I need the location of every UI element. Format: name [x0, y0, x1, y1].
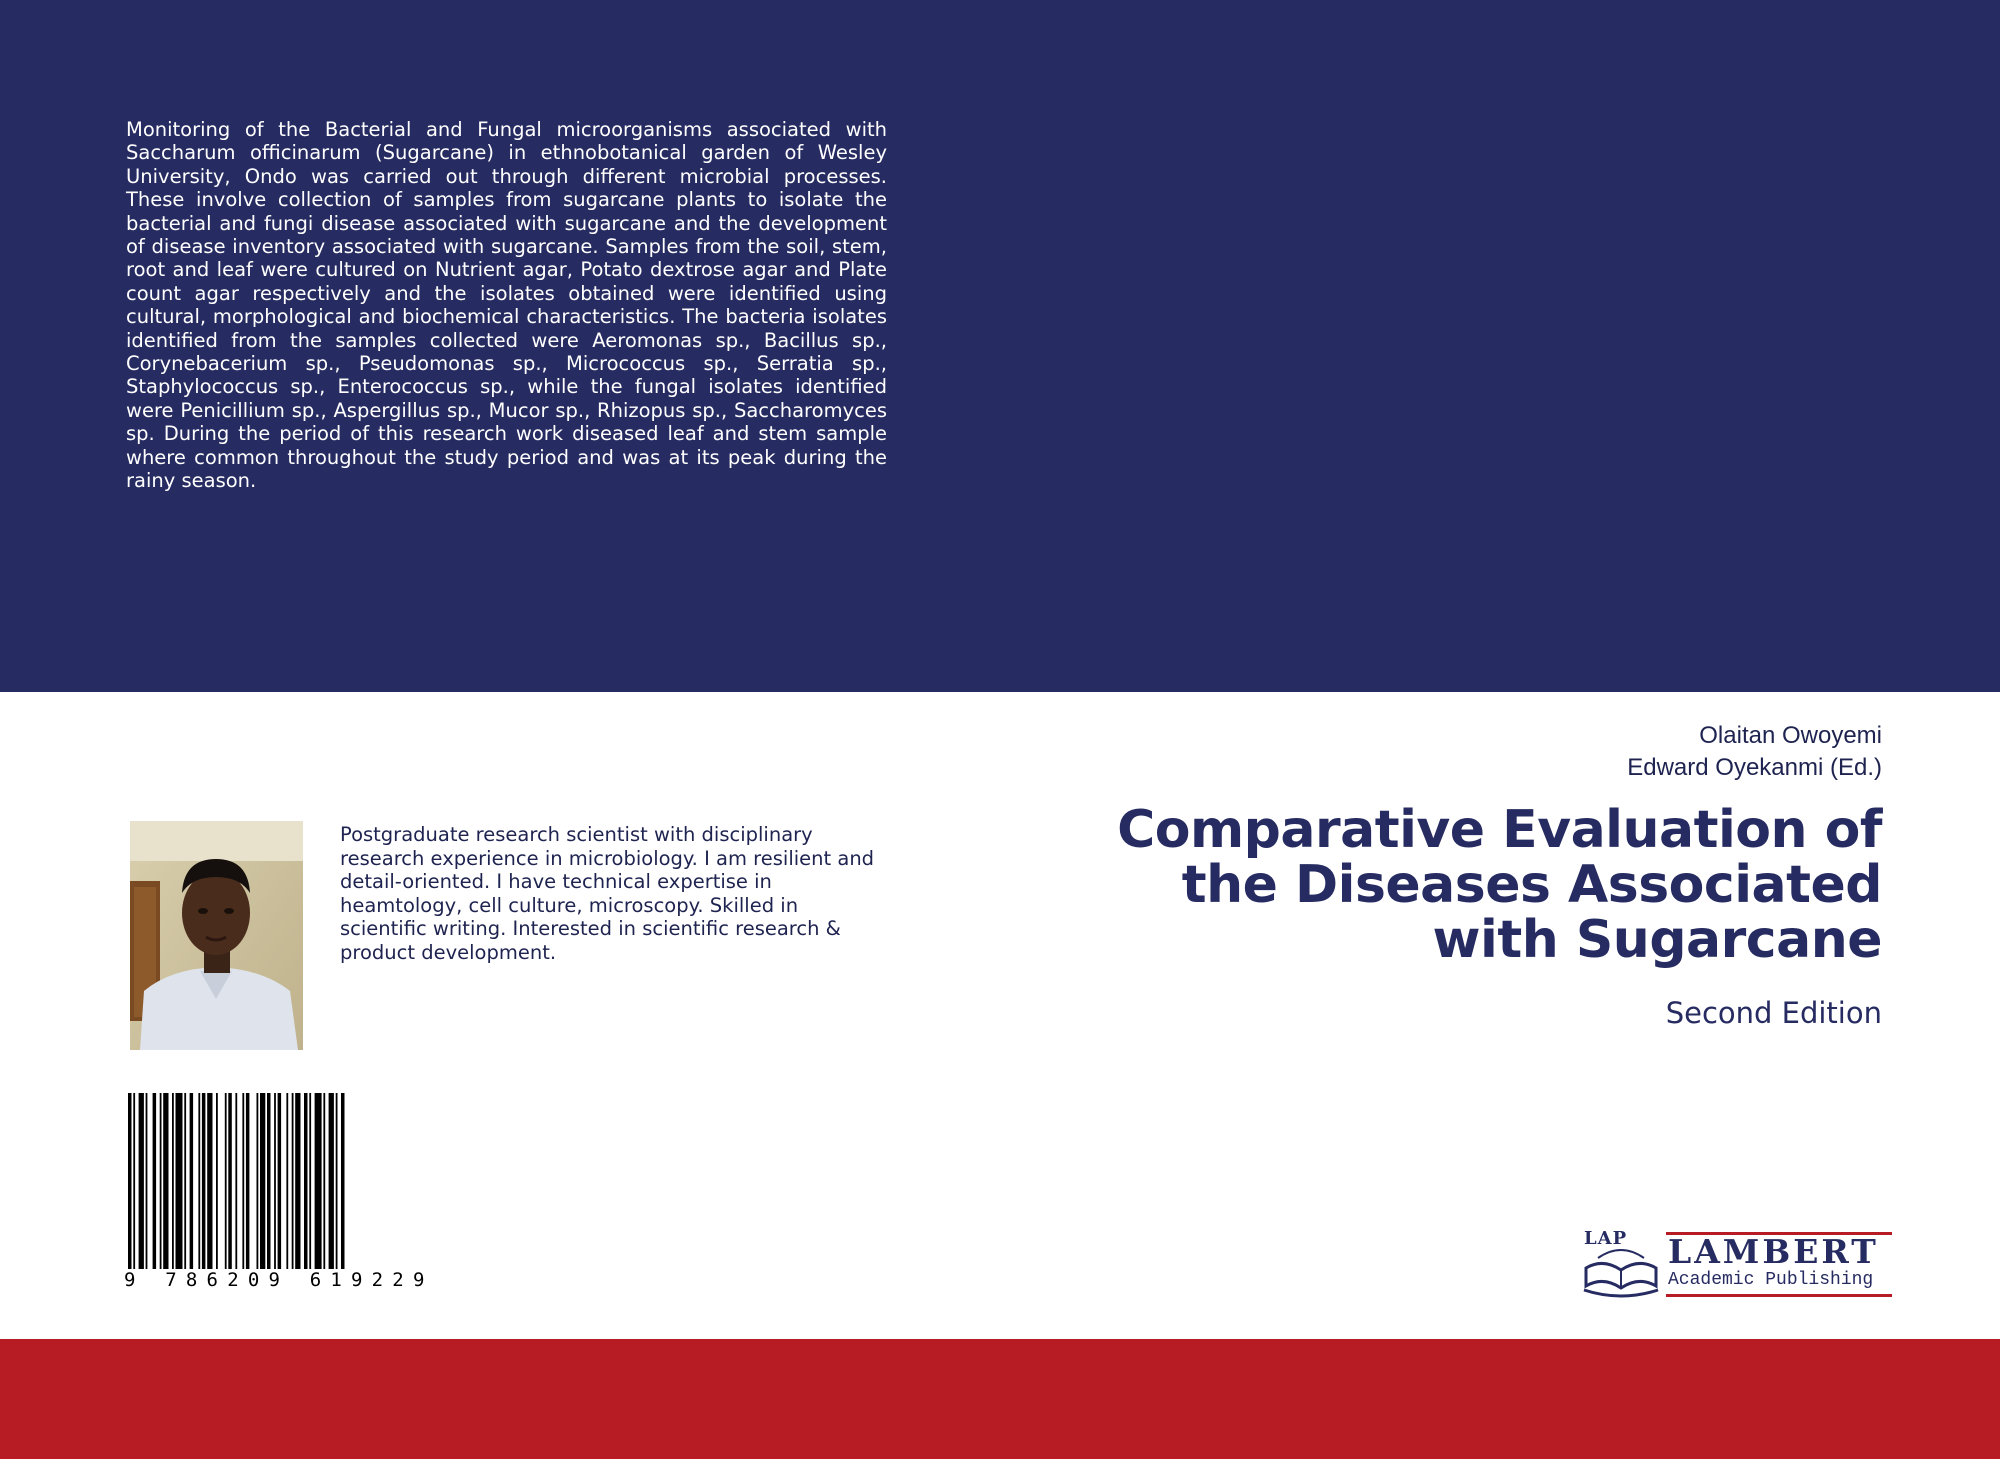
red-bottom-band — [0, 1339, 2000, 1459]
barcode-bar — [172, 1093, 174, 1269]
publisher-subtitle: Academic Publishing — [1668, 1270, 1874, 1290]
barcode-bar — [128, 1093, 132, 1269]
publisher-name: LAMBERT — [1668, 1232, 1879, 1271]
barcode-bar — [336, 1093, 338, 1269]
barcode-bar — [292, 1093, 294, 1269]
barcode-bar — [278, 1093, 282, 1269]
barcode-bar — [267, 1093, 271, 1269]
barcode-bar — [133, 1093, 135, 1269]
book-title — [982, 800, 1882, 970]
barcode-bar — [176, 1093, 183, 1269]
barcode-bar — [207, 1093, 212, 1269]
barcode-bar — [235, 1093, 237, 1269]
title-line: with Sugarcane — [1432, 910, 1882, 970]
barcode-bar — [323, 1093, 325, 1269]
author-list — [1182, 720, 1882, 784]
barcode-bar — [257, 1093, 259, 1269]
isbn-barcode — [124, 1093, 460, 1291]
barcode-bar — [160, 1093, 162, 1269]
barcode-digits: 9 786209 619229 — [124, 1269, 434, 1291]
publisher-initials: LAP — [1584, 1228, 1628, 1249]
barcode-bar — [341, 1093, 345, 1269]
back-cover-blurb: Monitoring of the Bacterial and Fungal microorganisms associated with Saccharum officinarum (Sugarcane) in ethnobotanical garden of Wesley University, Ondo was carried out through different microbial processes. These involve collection of samples from sugarcane plants to isolate the bacterial and fungi disease associated with sugarcane and the development of disease inventory associated with sugarcane. Samples from the soil, stem, root and leaf were cultured on Nutrient agar, Potato dextrose agar and Plate count agar respectively and the isolates obtained were identified using cultural, morphological and biochemical characteristics. The bacteria isolates identified from the samples collected were Aeromonas sp., Bacillus sp., Corynebacerium sp., Pseudomonas sp., Micrococcus sp., Serratia sp., Staphylococcus sp., Enterococcus sp., while the fungal isolates identified were Penicillium sp., Aspergillus sp., Mucor sp., Rhizopus sp., Saccharomyces sp. During the period of this research work diseased leaf and stem sample where common throughout the study period and was at its peak during the rainy season. — [126, 118, 887, 493]
barcode-bar — [225, 1093, 227, 1269]
barcode-bar — [184, 1093, 186, 1269]
barcode-bar — [202, 1093, 206, 1269]
barcode-bar — [139, 1093, 144, 1269]
barcode-bar — [190, 1093, 194, 1269]
logo-rule-bottom — [1666, 1294, 1892, 1297]
editor-name: Edward Oyekanmi (Ed.) — [1627, 754, 1882, 781]
title-line: the Diseases Associated — [1181, 855, 1882, 915]
barcode-bar — [242, 1093, 244, 1269]
barcode-bar — [198, 1093, 200, 1269]
barcode-bar — [274, 1093, 276, 1269]
barcode-bar — [163, 1093, 168, 1269]
barcode-bar — [146, 1093, 148, 1269]
author-bio: Postgraduate research scientist with disciplinary research experience in microbiology. I am resilient and detail-oriented. I have technical expertise in heamtology, cell culture, microscopy. Skilled in scientific writing. Interested in scientific research & product development. — [340, 823, 875, 964]
barcode-bar — [216, 1093, 218, 1269]
publisher-logo — [1578, 1228, 1894, 1302]
title-line: Comparative Evaluation of — [1117, 800, 1882, 860]
barcode-bar — [295, 1093, 300, 1269]
barcode-bar — [260, 1093, 265, 1269]
barcode-bar — [304, 1093, 308, 1269]
author-photo — [130, 821, 303, 1050]
barcode-bar — [153, 1093, 157, 1269]
barcode-bar — [228, 1093, 232, 1269]
barcode-bar — [286, 1093, 288, 1269]
edition-label: Second Edition — [1665, 996, 1882, 1030]
barcode-bar — [309, 1093, 311, 1269]
barcode-bar — [246, 1093, 250, 1269]
author-name: Olaitan Owoyemi — [1699, 722, 1882, 749]
barcode-bar — [315, 1093, 322, 1269]
barcode-bar — [329, 1093, 334, 1269]
